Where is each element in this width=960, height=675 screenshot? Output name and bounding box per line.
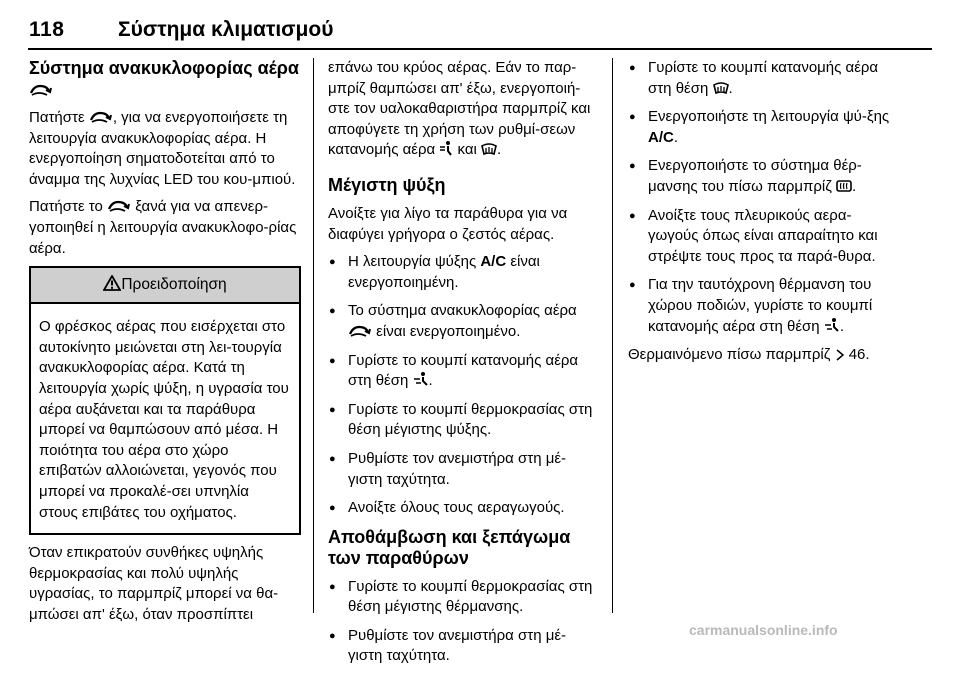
warning-box (29, 266, 301, 535)
list-item: ● Γυρίστε το κουμπί κατανομής αέρα στη θέση . (328, 351, 599, 392)
section-heading-recirculation: Σύστημα ανακυκλοφορίας αέρα (29, 58, 301, 100)
defog-steps-list-continued (628, 58, 900, 337)
chapter-title: Σύστημα κλιματισμού (118, 18, 334, 41)
list-item: ● Η λειτουργία ψύξης A/C είναι ενεργοποιημένη. (328, 252, 599, 293)
list-item: ● Για την ταυτόχρονη θέρμανση του χώρου ποδιών, γυρίστε το κουμπί κατανομής αέρα στη θέση . (628, 275, 900, 337)
list-item: ● Γυρίστε το κουμπί θερμοκρασίας στη θέση μέγιστης θέρμανσης. (328, 577, 599, 618)
list-item: ● Γυρίστε το κουμπί κατανομής αέρα στη θέση . (628, 58, 900, 99)
paragraph-open-windows: Ανοίξτε για λίγο τα παράθυρα για να διαφύγει γρήγορα ο ζεστός αέρας. (328, 204, 568, 243)
paragraph-press-recirc: Πατήστε , για να ενεργοποιήσετε τη λειτουργία ανακυκλοφορίας αέρα. Η ενεργοποίηση σηματοδοτείται από το άναμμα της λυχνίας LED του κου-μπιού. (29, 109, 296, 188)
column-2 (328, 58, 599, 675)
footwell-windshield-icon (413, 371, 429, 387)
warning-triangle-icon (103, 275, 121, 291)
paragraph-press-again: Πατήστε το ξανά για να απενερ-γοποιηθεί η λειτουργία ανακυκλοφο-ρίας αέρα. (29, 198, 297, 257)
recirculation-icon (107, 199, 131, 213)
section-heading-defog: Αποθάμβωση και ξεπάγωμα των παραθύρων (328, 526, 571, 568)
warning-text: Ο φρέσκος αέρας που εισέρχεται στο αυτοκίνητο μειώνεται στη λει-τουργία ανακυκλοφορίας αέρα. Κατά τη λειτουργία χωρίς ψύξη, η υγρασία του αέρα αυξάνεται και τα παράθυρα μπορεί να θαμπώσουν από μέσα. Η ποιότητα του αέρα στο χώρο επιβατών αλλοιώνεται, γεγονός που μπορεί να προκαλέ-σει υπνηλία στους επιβάτες του οχήματος. (39, 318, 289, 521)
column-divider (612, 58, 613, 613)
list-item: ● Ενεργοποιήστε το σύστημα θέρ-μανσης του πίσω παρμπρίζ . (628, 156, 900, 197)
page-header (0, 0, 960, 48)
recirculation-icon (89, 110, 113, 124)
rear-window-heater-icon (836, 179, 852, 193)
warning-title: Προειδοποίηση (121, 276, 227, 294)
header-rule (28, 48, 932, 50)
windshield-defrost-icon (481, 142, 497, 156)
recirculation-icon (29, 83, 53, 97)
list-item: ● Ανοίξτε όλους τους αεραγωγούς. (328, 498, 599, 519)
list-item: ● Το σύστημα ανακυκλοφορίας αέρα είναι ενεργοποιημένο. (328, 301, 599, 342)
warning-header (31, 268, 299, 304)
reference-arrow-icon (835, 349, 845, 361)
list-item: ● Ρυθμίστε τον ανεμιστήρα στη μέ-γιστη ταχύτητα. (328, 449, 599, 490)
list-item: ● Ενεργοποιήστε τη λειτουργία ψύ-ξης A/C. (628, 107, 900, 148)
footwell-windshield-icon (824, 317, 840, 333)
cooling-steps-list (328, 252, 599, 519)
section-heading-max-cooling: Μέγιστη ψύξη (328, 174, 446, 195)
list-item: ● Ανοίξτε τους πλευρικούς αερα-γωγούς όπως είναι απαραίτητο και στρέψτε τους προς τα παρά-θυρα. (628, 206, 900, 268)
recirculation-icon (348, 324, 372, 338)
list-item: ● Ρυθμίστε τον ανεμιστήρα στη μέ-γιστη ταχύτητα. (328, 626, 599, 667)
column-divider (313, 58, 314, 613)
defog-steps-list (328, 577, 599, 667)
cross-reference: Θερμαινόμενο πίσω παρμπρίζ 46. (628, 346, 870, 364)
upper-body-air-icon (439, 140, 453, 156)
paragraph-windshield-fog: επάνω του κρύος αέρας. Εάν το παρ-μπρίζ θαμπώσει απ' έξω, ενεργοποιή-στε τον υαλοκαθαριστήρα παρμπρίζ και αποφύγετε τη χρήση των ρυθμί-σεων κατανομής αέρα και . (328, 59, 591, 159)
paragraph-humidity: Όταν επικρατούν συνθήκες υψηλής θερμοκρασίας και πολύ υψηλής υγρασίας, το παρμπρίζ μπορεί να θα-μπώσει απ' έξω, όταν προσπίπτει (29, 544, 279, 623)
column-3 (628, 58, 900, 373)
page-number: 118 (29, 18, 65, 41)
list-item: ● Γυρίστε το κουμπί θερμοκρασίας στη θέση μέγιστης ψύξης. (328, 400, 599, 441)
windshield-defrost-icon (713, 81, 729, 95)
watermark: carmanualsonline.info (689, 622, 838, 638)
column-1 (29, 58, 301, 632)
